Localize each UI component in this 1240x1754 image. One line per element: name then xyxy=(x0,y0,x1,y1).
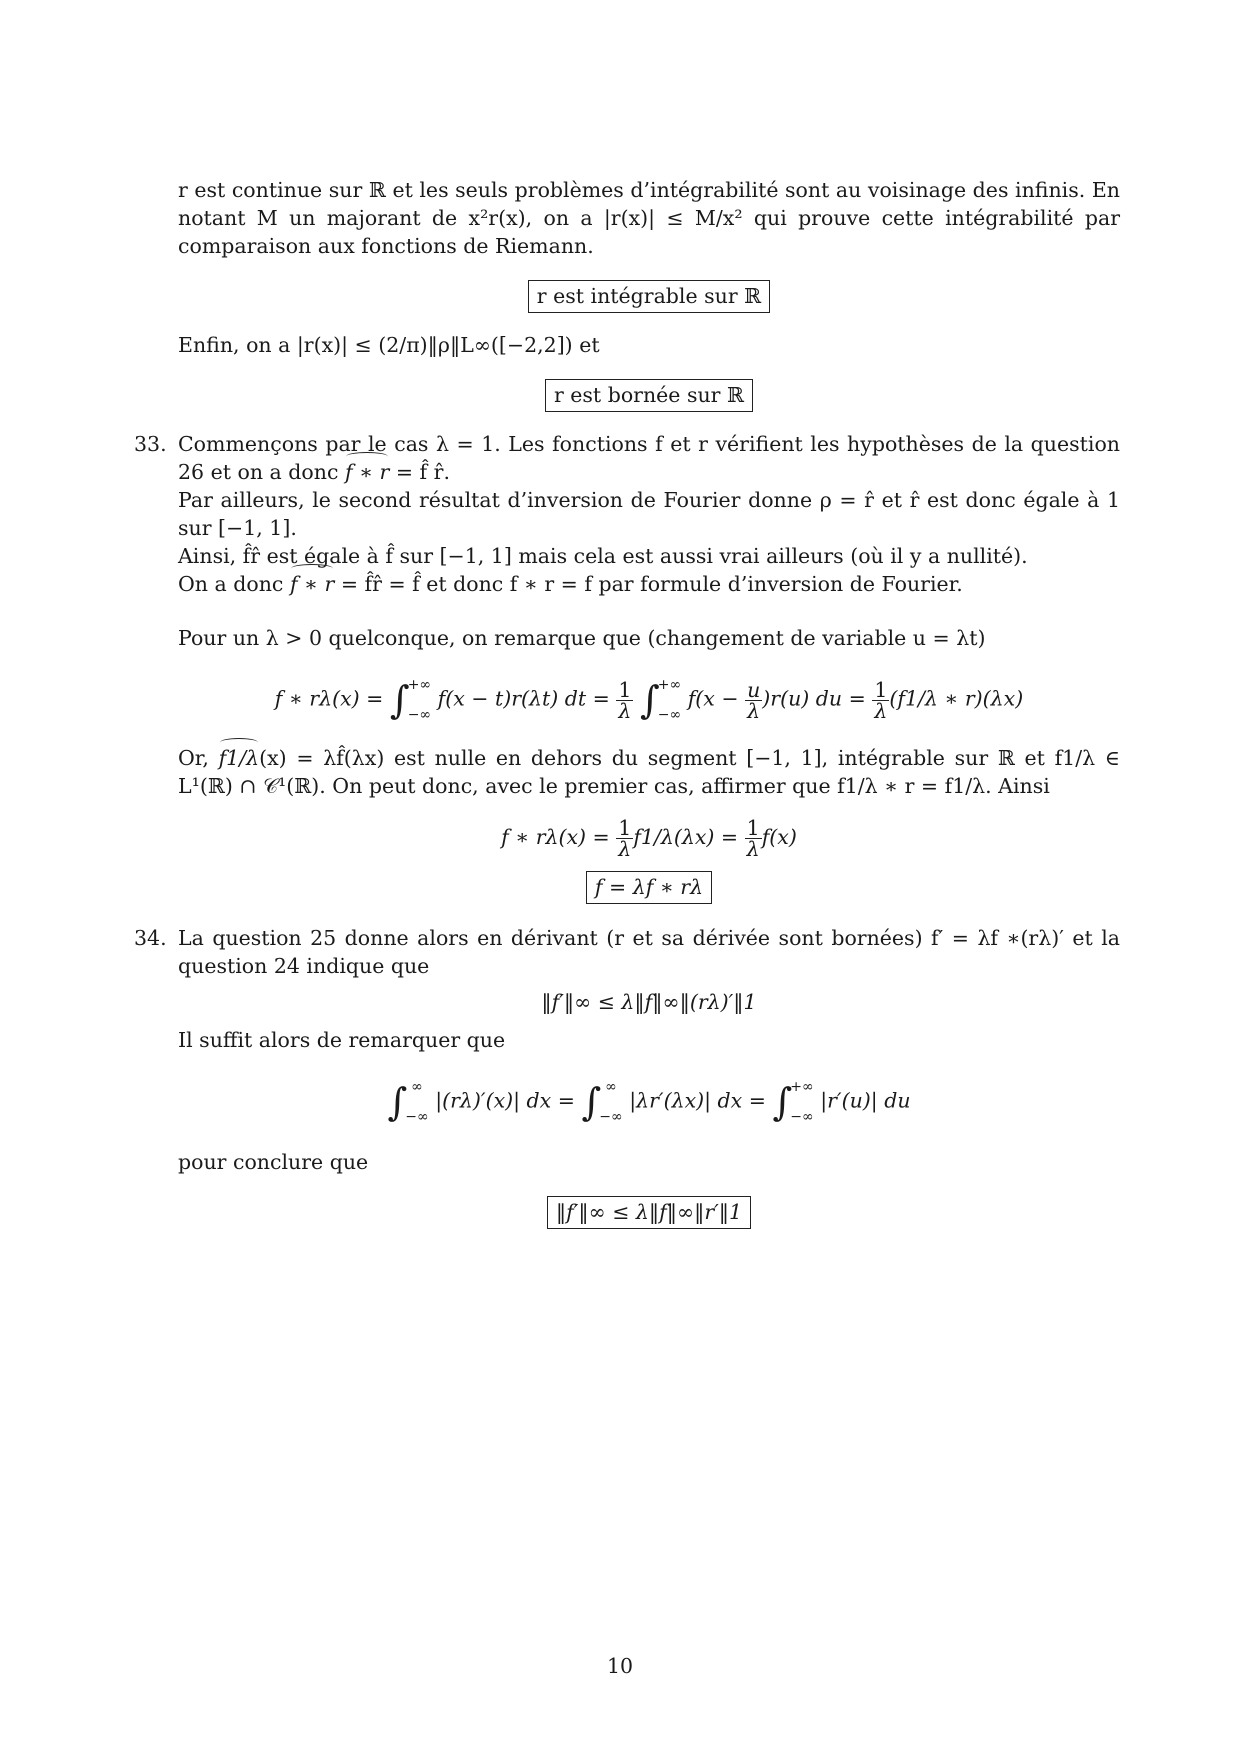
eq1-integrand-2: f(x − xyxy=(687,686,739,711)
q33-line-3: Ainsi, f̂r̂ est égale à f̂ sur [−1, 1] mais cela est aussi vrai ailleurs (où il y a nullité). xyxy=(178,544,1028,568)
result-box-identity: f = λf ∗ rλ xyxy=(586,871,712,904)
eq3-mid: |λr′(λx)| dx = xyxy=(629,1088,766,1113)
result-box-final: ‖f′‖∞ ≤ λ‖f‖∞‖r′‖1 xyxy=(547,1196,751,1229)
result-box-integrable: r est intégrable sur ℝ xyxy=(528,280,770,313)
question-34 xyxy=(134,924,1120,1229)
q34-line-1: La question 25 donne alors en dérivant (r et sa dérivée sont bornées) f′ = λf ∗(rλ)′ et la question 24 indique que xyxy=(178,926,1120,978)
q33-line-6-end: (x) = λf̂(λx) est nulle en dehors du segment [−1, 1], intégrable sur ℝ et f1/λ ∈ L¹(ℝ) ∩ 𝒞¹(ℝ). On peut donc, avec le premier cas, affirmer que f1/λ ∗ r = f1/λ. Ainsi xyxy=(178,746,1120,798)
intro-paragraph: r est continue sur ℝ et les seuls problèmes d’intégrabilité sont au voisinage des infinis. En notant M un majorant de x²r(x), on a |r(x)| ≤ M/x² qui prouve cette intégrabilité par comparaison aux fonctions de Riemann. xyxy=(178,178,1120,258)
q33-line-6 xyxy=(178,744,1120,800)
q33-line-1 xyxy=(178,430,1120,486)
integral-sign: ∫ xyxy=(389,678,410,722)
hat-convolution-1: f ∗ r xyxy=(344,460,390,484)
eq2-lhs: f ∗ rλ(x) = xyxy=(501,825,610,849)
integral-sign: ∫ xyxy=(581,1080,602,1124)
integral-limits: ∞ −∞ xyxy=(405,1079,429,1125)
q33-line-4 xyxy=(178,570,1120,598)
integral-limits: ∞ −∞ xyxy=(599,1079,623,1125)
integral-limits: +∞ −∞ xyxy=(407,677,432,723)
equation-integral-equality xyxy=(178,1072,1120,1132)
result-box-bounded-wrap xyxy=(178,379,1120,412)
equation-norm-bound: ‖f′‖∞ ≤ λ‖f‖∞‖(rλ)′‖1 xyxy=(541,990,757,1014)
integral-sign: ∫ xyxy=(772,1080,793,1124)
integral-limits: +∞ −∞ xyxy=(790,1079,814,1125)
integral-limits: +∞ −∞ xyxy=(657,677,682,723)
eq3-right: |r′(u)| du xyxy=(820,1088,911,1113)
q33-line-2: Par ailleurs, le second résultat d’inversion de Fourier donne ρ = r̂ et r̂ est donc égale à 1 sur [−1, 1]. xyxy=(178,488,1120,540)
result-box-integrable-wrap xyxy=(178,280,1120,313)
eq1-rhs: (f1/λ ∗ r)(λx) xyxy=(889,686,1024,711)
q33-line-4-end: = f̂r̂ = f̂ et donc f ∗ r = f par formule d’inversion de Fourier. xyxy=(340,572,963,596)
q33-line-1-text: Commençons par le cas λ = 1. Les fonctions f et r vérifient les hypothèses de la question 26 et on a donc xyxy=(178,432,1120,484)
hat-convolution-2: f ∗ r xyxy=(289,572,335,596)
q34-line-2: Il suffit alors de remarquer que xyxy=(178,1028,506,1052)
eq1-lhs: f ∗ rλ(x) = xyxy=(274,686,384,711)
integral-sign: ∫ xyxy=(639,678,660,722)
eq1-integrand-3: )r(u) du = xyxy=(762,686,866,711)
question-34-number: 34. xyxy=(134,926,167,950)
q34-line-3: pour conclure que xyxy=(178,1150,369,1174)
integral-sign: ∫ xyxy=(387,1080,408,1124)
equation-convolution-scaling xyxy=(178,670,1120,730)
fraction-one-over-lambda: $\frac{1}{\lambda}$ xyxy=(618,677,632,723)
page-content xyxy=(134,176,1120,1229)
equation-conclusion xyxy=(178,818,1120,859)
q33-line-6-start: Or, xyxy=(178,746,209,770)
fraction-u-over-lambda: $\frac{u}{\lambda}$ xyxy=(747,677,761,723)
question-33 xyxy=(134,430,1120,904)
result-box-final-wrap xyxy=(178,1196,1120,1229)
eq2-mid: f1/λ(λx) = xyxy=(633,825,739,849)
q33-line-1-end: = f̂ r̂. xyxy=(395,460,450,484)
eq2-rhs: f(x) xyxy=(761,825,797,849)
fraction-one-over-lambda: $\frac{1}{\lambda}$ xyxy=(874,677,888,723)
result-box-bounded: r est bornée sur ℝ xyxy=(545,379,753,412)
page-number: 10 xyxy=(606,1654,634,1678)
q33-line-4-start: On a donc xyxy=(178,572,284,596)
result-box-identity-wrap xyxy=(178,871,1120,904)
eq1-integrand: f(x − t)r(λt) dt = xyxy=(437,686,610,711)
fraction-one-over-lambda: $\frac{1}{\lambda}$ xyxy=(618,816,632,861)
question-33-number: 33. xyxy=(134,432,167,456)
q33-line-5: Pour un λ > 0 quelconque, on remarque que (changement de variable u = λt) xyxy=(178,626,986,650)
hat-f-one-over-lambda: f1/λ xyxy=(218,746,260,770)
fraction-one-over-lambda: $\frac{1}{\lambda}$ xyxy=(746,816,760,861)
bound-paragraph: Enfin, on a |r(x)| ≤ (2/π)‖ρ‖L∞([−2,2]) et xyxy=(178,333,600,357)
eq3-left: |(rλ)′(x)| dx = xyxy=(435,1088,575,1113)
